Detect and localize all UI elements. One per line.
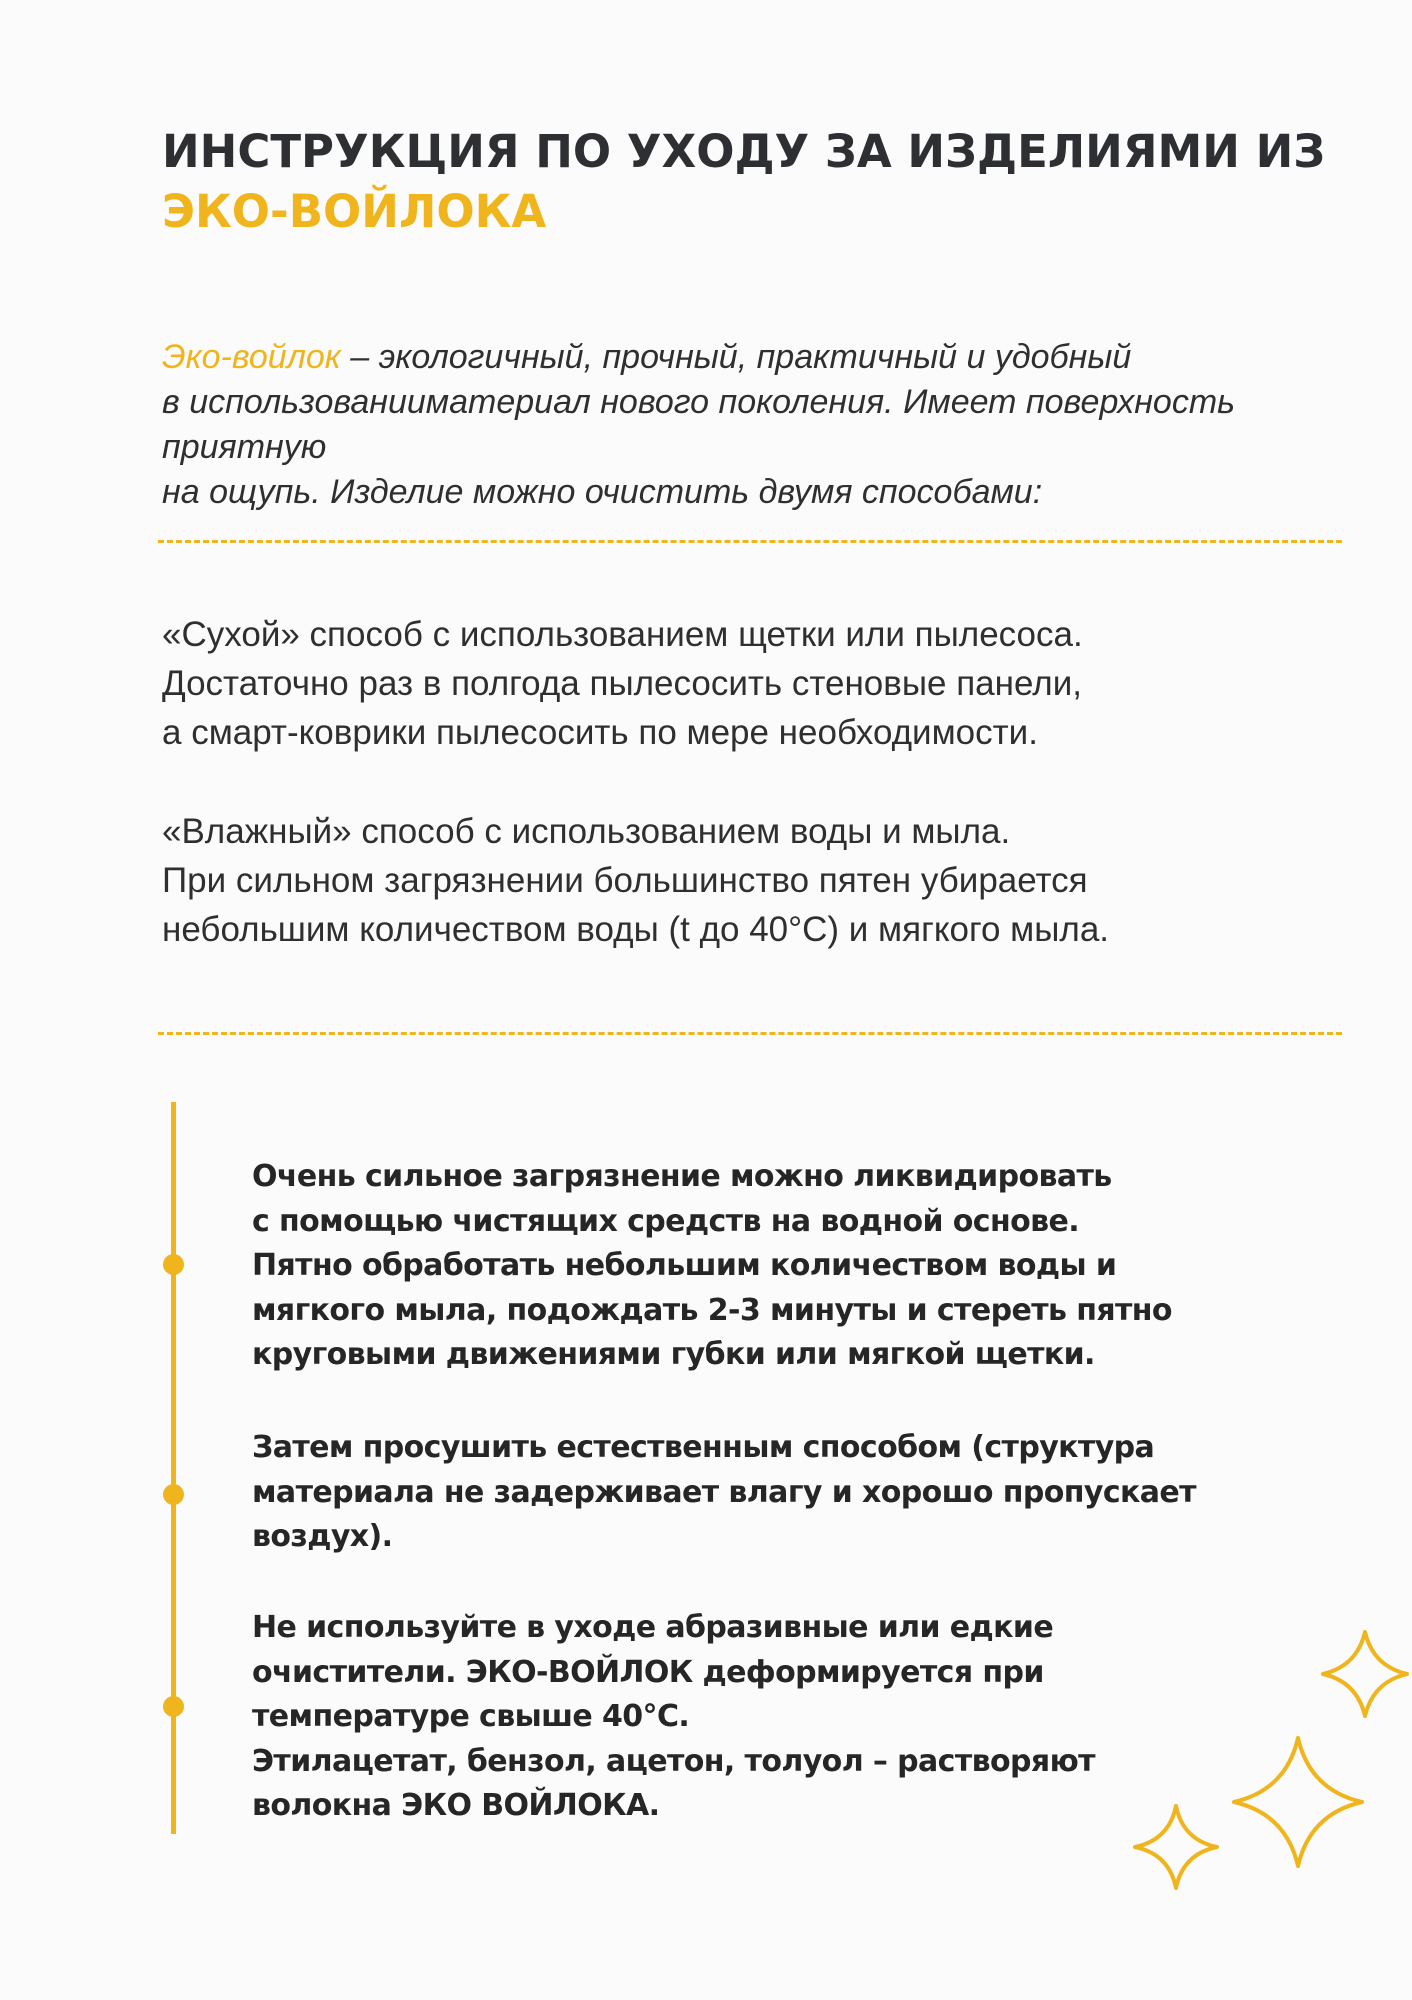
note-line: круговыми движениями губки или мягкой щетки. <box>252 1337 1095 1372</box>
note-line: материала не задерживает влагу и хорошо пропускает <box>252 1474 1196 1510</box>
timeline-dot <box>163 1254 184 1275</box>
intro-line-1: – экологичный, прочный, практичный и удобный <box>340 338 1132 376</box>
note-line: Затем просушить естественным способом (структура <box>252 1430 1155 1465</box>
timeline-dot <box>163 1696 184 1717</box>
intro-line-3: на ощупь. Изделие можно очистить двумя способами: <box>162 473 1043 511</box>
title-line-2-accent: ЭКО-ВОЙЛОКА <box>162 185 547 238</box>
note-line: температуре свыше 40°С. <box>252 1699 690 1734</box>
dashed-divider <box>158 540 1342 543</box>
note-line: мягкого мыла, подождать 2-3 минуты и стереть пятно <box>252 1292 1172 1328</box>
note-line: Пятно обработать небольшим количеством воды и <box>252 1248 1117 1283</box>
page-title <box>162 122 1325 242</box>
note-line: Очень сильное загрязнение можно ликвидировать <box>252 1159 1112 1194</box>
dashed-divider <box>158 1032 1342 1035</box>
method-line: небольшим количеством воды (t до 40°С) и мягкого мыла. <box>162 910 1110 949</box>
title-line-1: ИНСТРУКЦИЯ ПО УХОДУ ЗА ИЗДЕЛИЯМИ ИЗ <box>162 125 1326 178</box>
warning-note <box>252 1606 1252 1829</box>
timeline-dot <box>163 1484 184 1505</box>
method-line: Достаточно раз в полгода пылесосить стеновые панели, <box>162 664 1082 703</box>
note-line: очистители. ЭКО-ВОЙЛОК деформируется при <box>252 1654 1044 1690</box>
method-line: «Влажный» способ с использованием воды и мыла. <box>162 812 1011 851</box>
note-line: воздух). <box>252 1519 393 1554</box>
sparkle-icon <box>1135 1806 1217 1888</box>
dry-method-paragraph <box>162 610 1342 757</box>
method-line: «Сухой» способ с использованием щетки или пылесоса. <box>162 615 1083 654</box>
note-line: с помощью чистящих средств на водной основе. <box>252 1203 1080 1239</box>
note-line: Этилацетат, бензол, ацетон, толуол – растворяют <box>252 1743 1095 1779</box>
method-line: а смарт-коврики пылесосить по мере необходимости. <box>162 713 1038 752</box>
sparkle-icon <box>1234 1738 1362 1866</box>
wet-method-paragraph <box>162 807 1342 954</box>
intro-line-2: в использованииматериал нового поколения. Имеет поверхность приятную <box>162 383 1236 466</box>
intro-paragraph <box>162 335 1362 515</box>
strong-stain-note <box>252 1155 1252 1378</box>
intro-highlight: Эко-войлок <box>162 338 341 376</box>
note-line: Не используйте в уходе абразивные или едкие <box>252 1610 1054 1645</box>
sparkle-icon <box>1323 1632 1407 1716</box>
note-line: волокна ЭКО ВОЙЛОКА. <box>252 1788 660 1823</box>
sparkles-decoration <box>1120 1620 1412 1900</box>
method-line: При сильном загрязнении большинство пятен убирается <box>162 861 1088 900</box>
drying-note <box>252 1426 1252 1560</box>
timeline-line <box>171 1102 176 1834</box>
